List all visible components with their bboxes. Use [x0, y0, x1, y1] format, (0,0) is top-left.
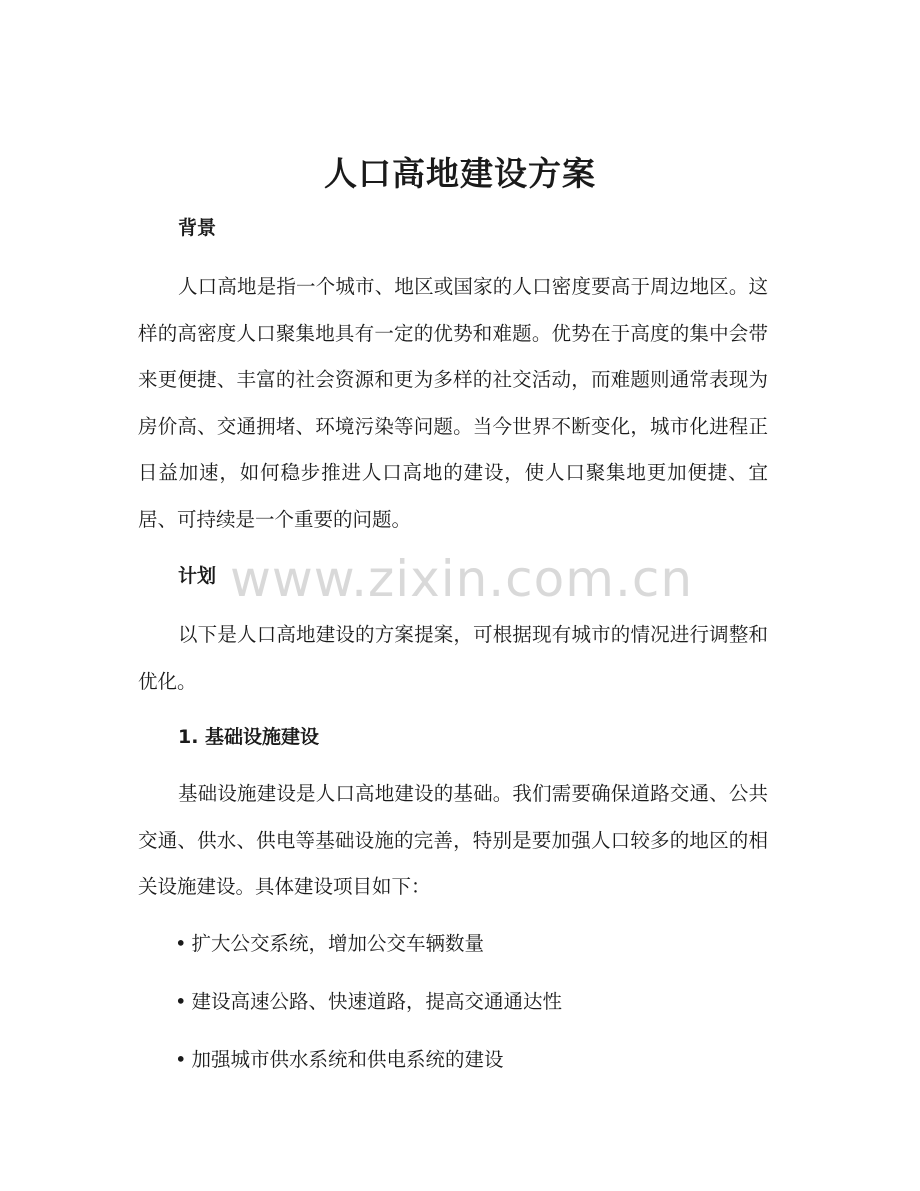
list-item-text: 加强城市供水系统和供电系统的建设 [191, 1048, 504, 1071]
list-item [175, 929, 484, 959]
watermark: www.zixin.com.cn [230, 550, 694, 608]
list-item [175, 987, 562, 1017]
list-item-text: 扩大公交系统，增加公交车辆数量 [191, 932, 485, 955]
section-heading-plan: 计划 [178, 565, 217, 587]
document-title: 人口高地建设方案 [324, 154, 596, 193]
plan-paragraph: 以下是人口高地建设的方案提案，可根据现有城市的情况进行调整和优化。 [138, 623, 768, 693]
background-paragraph: 人口高地是指一个城市、地区或国家的人口密度要高于周边地区。这样的高密度人口聚集地具有一定的优势和难题。优势在于高度的集中会带来更便捷、丰富的社会资源和更为多样的社交活动，而难题则通常表现为房价高、交通拥堵、环境污染等问题。当今世界不断变化，城市化进程正日益加速，如何稳步推进人口高地的建设，使人口聚集地更加便捷、宜居、可持续是一个重要的问题。 [138, 275, 768, 531]
bullet-dot: • [175, 990, 187, 1013]
list-item-text: 建设高速公路、快速道路，提高交通通达性 [191, 990, 563, 1013]
section-heading-infrastructure: 1. 基础设施建设 [178, 726, 320, 748]
bullet-dot: • [175, 932, 187, 955]
infrastructure-paragraph: 基础设施建设是人口高地建设的基础。我们需要确保道路交通、公共交通、供水、供电等基础设施的完善，特别是要加强人口较多的地区的相关设施建设。具体建设项目如下： [138, 782, 768, 898]
bullet-dot: • [175, 1048, 187, 1071]
list-item [175, 1045, 504, 1075]
section-heading-background: 背景 [178, 217, 217, 239]
